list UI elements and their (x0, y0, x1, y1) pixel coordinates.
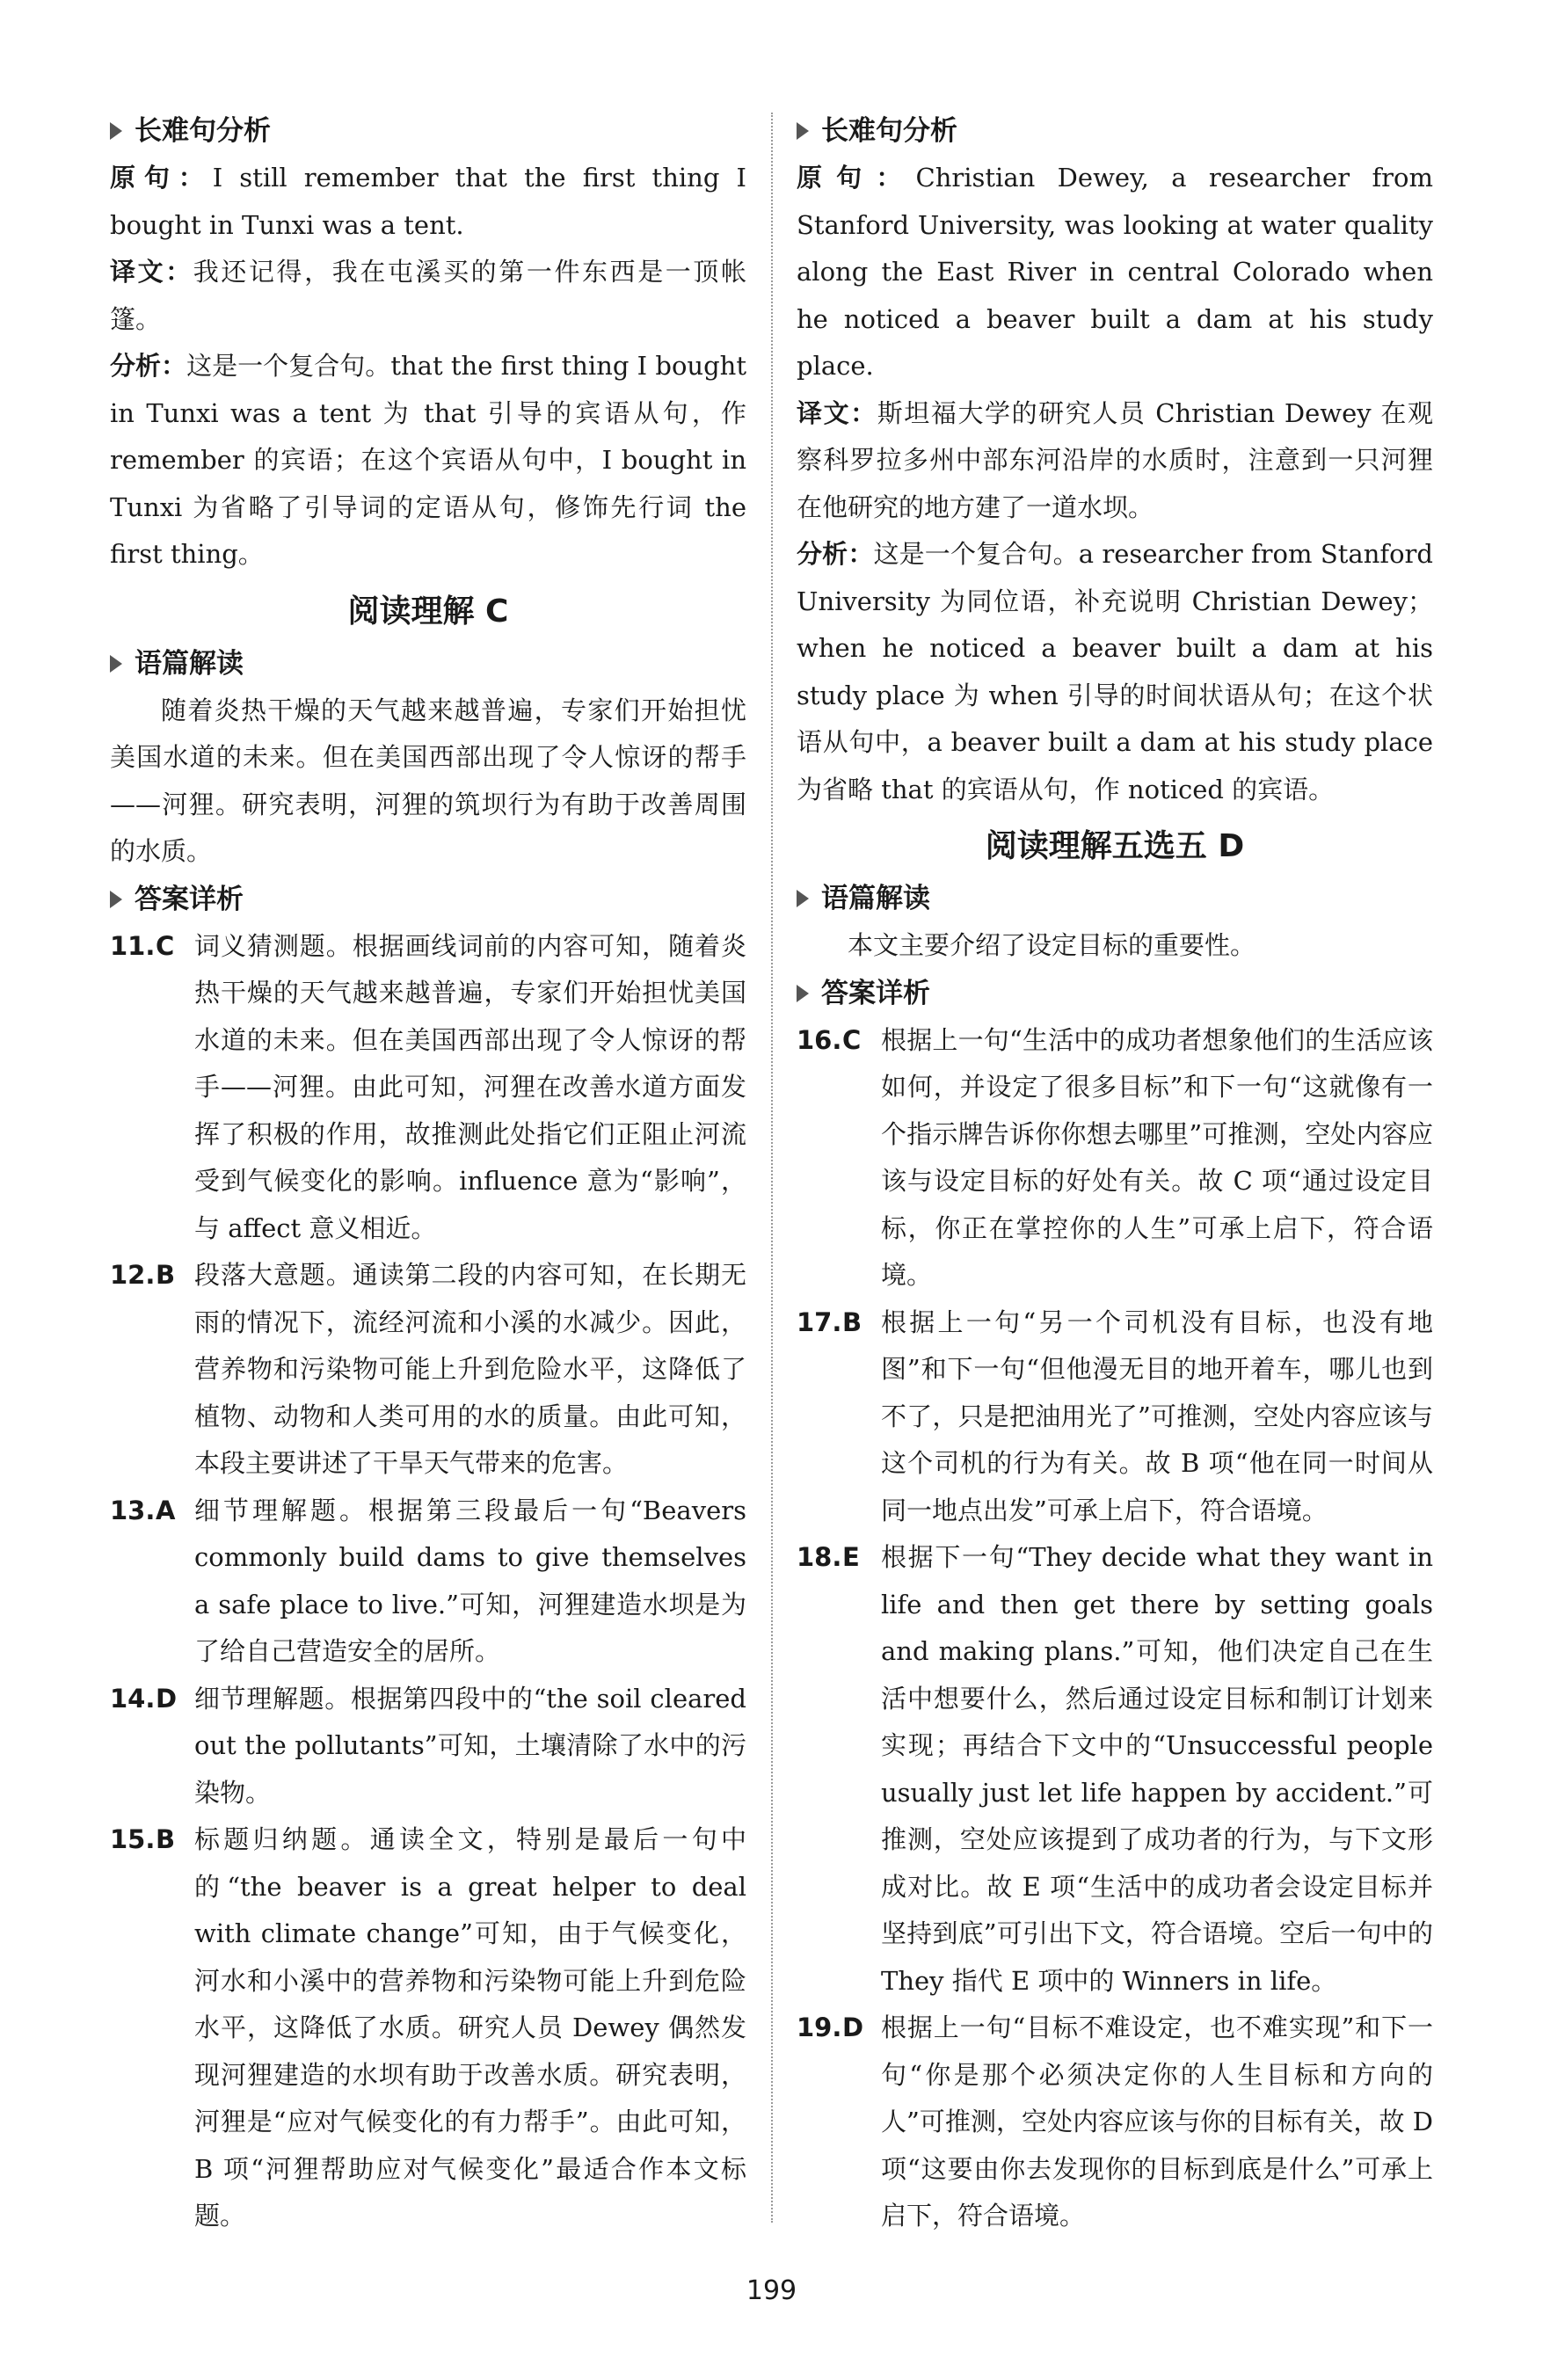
analysis: 分析：这是一个复合句。that the first thing I bought in Tunxi was a tent 为 that 引导的宾语从句，作 remember 的宾语；在这个宾语从句中，I bought in Tunxi 为省略了引导词的定语从句，修饰先行词 the first thing。 (110, 351, 746, 569)
section-title-c: 阅读理解 C (347, 593, 509, 630)
section-heading-answers: 答案详析 (110, 876, 746, 923)
original-sentence: 原句：Christian Dewey, a researcher from Stanford University, was looking at water quality along the East River in central Colorado when he noticed a beaver built a dam at his study place. (797, 163, 1433, 381)
answer-item: 17. B 根据上一句“另一个司机没有目标，也没有地图”和下一句“但他漫无目的地开着车，哪儿也到不了，只是把油用光了”可推测，空处内容应该与这个司机的行为有关。故 B 项“他在同一时间从同一地点出发”可承上启下，符合语境。 (797, 1306, 1433, 1525)
triangle-icon (110, 891, 122, 908)
column-divider (771, 113, 773, 2223)
passage-summary: 随着炎热干燥的天气越来越普遍，专家们开始担忧美国水道的未来。但在美国西部出现了令人惊讶的帮手——河狸。研究表明，河狸的筑坝行为有助于改善周围的水质。 (110, 695, 746, 866)
triangle-icon (797, 890, 809, 907)
section-heading-long-sentence: 长难句分析 (797, 107, 1433, 155)
translation: 译文：我还记得，我在屯溪买的第一件东西是一顶帐篷。 (110, 257, 746, 334)
passage-summary: 本文主要介绍了设定目标的重要性。 (848, 930, 1256, 960)
triangle-icon (797, 985, 809, 1002)
answer-item: 12. B 段落大意题。通读第二段的内容可知，在长期无雨的情况下，流经河流和小溪的水减少。因此，营养物和污染物可能上升到危险水平，这降低了植物、动物和人类可用的水的质量。由此可知，本段主要讲述了干旱天气带来的危害。 (110, 1260, 746, 1478)
page-number: 199 (746, 2275, 797, 2306)
section-heading-long-sentence: 长难句分析 (110, 107, 746, 155)
answer-item: 15. B 标题归纳题。通读全文，特别是最后一句中的“the beaver is a great helper to deal with climate change”可知，由于气候变化，河水和小溪中的营养物和污染物可能上升到危险水平，这降低了水质。研究人员 Dewey 偶然发现河狸建造的水坝有助于改善水质。研究表明，河狸是“应对气候变化的有力帮手”。由此可知，B 项“河狸帮助应对气候变化”最适合作本文标题。 (110, 1824, 746, 2231)
original-sentence: 原句：I still remember that the first thing I bought in Tunxi was a tent. (110, 163, 746, 240)
answer-item: 13. A 细节理解题。根据第三段最后一句“Beavers commonly build dams to give themselves a safe place to live.”可知，河狸建造水坝是为了给自己营造安全的居所。 (110, 1495, 746, 1666)
section-heading-passage: 语篇解读 (110, 640, 746, 688)
triangle-icon (110, 122, 122, 140)
translation: 译文：斯坦福大学的研究人员 Christian Dewey 在观察科罗拉多州中部东河沿岸的水质时，注意到一只河狸在他研究的地方建了一道水坝。 (797, 397, 1433, 522)
answer-item: 16. C 根据上一句“生活中的成功者想象他们的生活应该如何，并设定了很多目标”和下一句“这就像有一个指示牌告诉你你想去哪里”可推测，空处内容应该与设定目标的好处有关。故 C 项“通过设定目标，你正在掌控你的人生”可承上启下，符合语境。 (797, 1024, 1433, 1290)
section-heading-answers: 答案详析 (797, 970, 1433, 1017)
triangle-icon (110, 655, 122, 673)
answer-item: 18. E 根据下一句“They decide what they want in life and then get there by setting goals and making plans.”可知，他们决定自己在生活中想要什么，然后通过设定目标和制订计划来实现；再结合下文中的“Unsuccessful people usually just let life happen by accident.”可推测，空处应该提到了成功者的行为，与下文形成对比。故 E 项“生活中的成功者会设定目标并坚持到底”可引出下文，符合语境。空后一句中的 They 指代 E 项中的 Winners in life。 (797, 1542, 1433, 1996)
section-heading-passage: 语篇解读 (797, 875, 1433, 922)
left-column (110, 107, 746, 2240)
answer-item: 19. D 根据上一句“目标不难设定，也不难实现”和下一句“你是那个必须决定你的人生目标和方向的人”可推测，空处内容应该与你的目标有关，故 D 项“这要由你去发现你的目标到底是什么”可承上启下，符合语境。 (797, 2012, 1433, 2231)
right-column (797, 107, 1433, 2240)
triangle-icon (797, 122, 809, 140)
analysis: 分析：这是一个复合句。a researcher from Stanford University 为同位语，补充说明 Christian Dewey；when he noticed a beaver built a dam at his study place 为 when 引导的时间状语从句；在这个状语从句中，a beaver built a dam at his study place 为省略 that 的宾语从句，作 noticed 的宾语。 (797, 539, 1433, 804)
answer-item: 11. C 词义猜测题。根据画线词前的内容可知，随着炎热干燥的天气越来越普遍，专家们开始担忧美国水道的未来。但在美国西部出现了令人惊讶的帮手——河狸。由此可知，河狸在改善水道方面发挥了积极的作用，故推测此处指它们正阻止河流受到气候变化的影响。influence 意为“影响”，与 affect 意义相近。 (110, 930, 746, 1243)
section-title-d: 阅读理解五选五 D (985, 828, 1245, 864)
answer-item: 14. D 细节理解题。根据第四段中的“the soil cleared out the pollutants”可知，土壤清除了水中的污染物。 (110, 1683, 746, 1808)
